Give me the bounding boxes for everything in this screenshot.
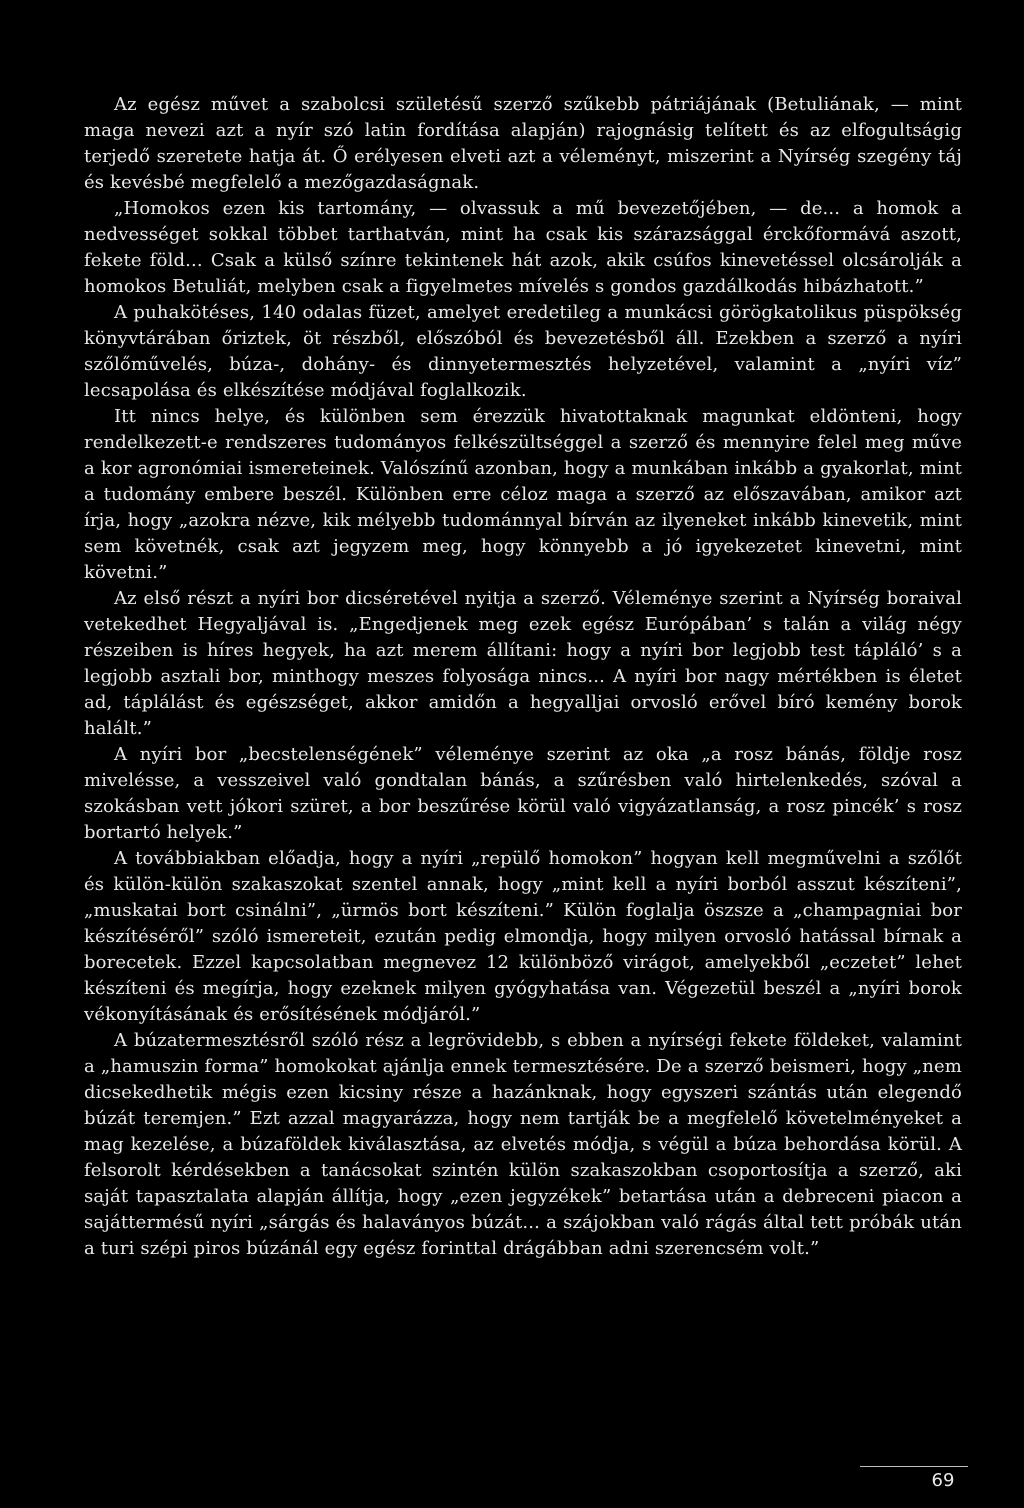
document-page (84, 92, 962, 1262)
page-number: 69 (931, 1470, 955, 1491)
paragraph-quote-homokos: „Homokos ezen kis tartomány, — olvassuk a mű bevezetőjében, — de... a homok a nedvességet sokkal többet tarthatván, mint ha csak kis szárazsággal érckőformává aszott, fekete föld... Csak a külső színre tekintenek hát azok, akik csúfos kinevetéssel olcsárolják a homokos Betuliát, melyben csak a figyelmetes mívelés s gondos gazdálkodás hibázhatott.” (84, 198, 962, 297)
page-number-rule (860, 1466, 968, 1467)
paragraph-booklet-description: A puhakötéses, 140 odalas füzet, amelyet eredetileg a munkácsi görögkatolikus püspökség könyvtárában őriztek, öt részből, előszóból és bevezetésből áll. Ezekben a szerző a nyíri szőlőművelés, búza-, dohány- és dinnyetermesztés helyzetével, valamint a „nyíri víz” lecsapolása és elkészítése módjával foglalkozik. (84, 302, 962, 401)
paragraph-wine-faults: A nyíri bor „becstelenségének” véleménye szerint az oka „a rosz bánás, földje rosz mivelésse, a vesszeivel való gondtalan bánás, a szűrésben való hirtelenkedés, szóval a szokásban vett jókori szüret, a bor beszűrése körül való vigyázatlanság, a rosz pincék’ s rosz bortartó helyek.” (84, 744, 962, 843)
paragraph-scientific-assessment: Itt nincs helye, és különben sem érezzük hivatottaknak magunkat eldönteni, hogy rendelkezett-e rendszeres tudományos felkészültséggel a szerző és mennyire felel meg műve a kor agronómiai ismereteinek. Valószínű azonban, hogy a munkában inkább a gyakorlat, mint a tudomány embere beszél. Különben erre céloz maga a szerző az előszavában, amikor azt írja, hogy „azokra nézve, kik mélyebb tudománnyal bírván az ilyeneket inkább kinevetik, mint sem követnék, csak azt jegyzem meg, hogy könnyebb a jó igyekezetet kinevetni, mint követni.” (84, 406, 962, 583)
paragraph-wheat-growing: A búzatermesztésről szóló rész a legrövidebb, s ebben a nyírségi fekete földeket, valamint a „hamuszin forma” homokokat ajánlja ennek termesztésére. De a szerző beismeri, hogy „nem dicsekedhetik mégis ezen kicsiny része a hazánknak, hogy egyszeri szántás után elegendő búzát teremjen.” Ezt azzal magyarázza, hogy nem tartják be a megfelelő követelményeket a mag kezelése, a búzaföldek kiválasztása, az elvetés módja, s végül a búza behordása körül. A felsorolt kérdésekben a tanácsokat szintén külön szakaszokban csoportosítja a szerző, aki saját tapasztalata alapján állítja, hogy „ezen jegyzékek” betartása után a debreceni piacon a sajáttermésű nyíri „sárgás és halaványos búzát... a szájokban való rágás által tett próbák után a turi szépi piros búzánál egy egész forinttal drágábban adni szerencsém volt.” (84, 1030, 962, 1259)
paragraph-vineyard-methods: A továbbiakban előadja, hogy a nyíri „repülő homokon” hogyan kell megművelni a szőlőt és külön-külön szakaszokat szentel annak, hogy „mint kell a nyíri borból asszut készíteni”, „muskatai bort csinálni”, „ürmös bort készíteni.” Külön foglalja öszsze a „champagniai bor készítéséről” szóló ismereteit, ezután pedig elmondja, hogy milyen orvosló hatással bírnak a borecetek. Ezzel kapcsolatban megnevez 12 különböző virágot, amelyekből „eczetet” lehet készíteni és megírja, hogy ezeknek milyen gyógyhatása van. Végezetül beszél a „nyíri borok vékonyításának és erősítésének módjáról.” (84, 848, 962, 1025)
paragraph-wine-praise: Az első részt a nyíri bor dicséretével nyitja a szerző. Véleménye szerint a Nyírség boraival vetekedhet Hegyaljával is. „Engedjenek meg ezek egész Európában’ s talán a világ négy részeiben is híres hegyek, ha azt merem állítani: hogy a nyíri bor legjobb test tápláló’ s a legjobb asztali bor, minthogy meszes folyosága nincs... A nyíri bor nagy mértékben is életet ad, táplálást és egészséget, akkor amidőn a hegyalljai orvosló erővel bíró kemény borok halált.” (84, 588, 962, 739)
paragraph-intro: Az egész művet a szabolcsi születésű szerző szűkebb pátriájának (Betuliának, — mint maga nevezi azt a nyír szó latin fordítása alapján) rajognásig telített és az elfogultságig terjedő szeretete hatja át. Ő erélyesen elveti azt a véleményt, miszerint a Nyírség szegény táj és kevésbé megfelelő a mezőgazdaságnak. (84, 94, 962, 193)
